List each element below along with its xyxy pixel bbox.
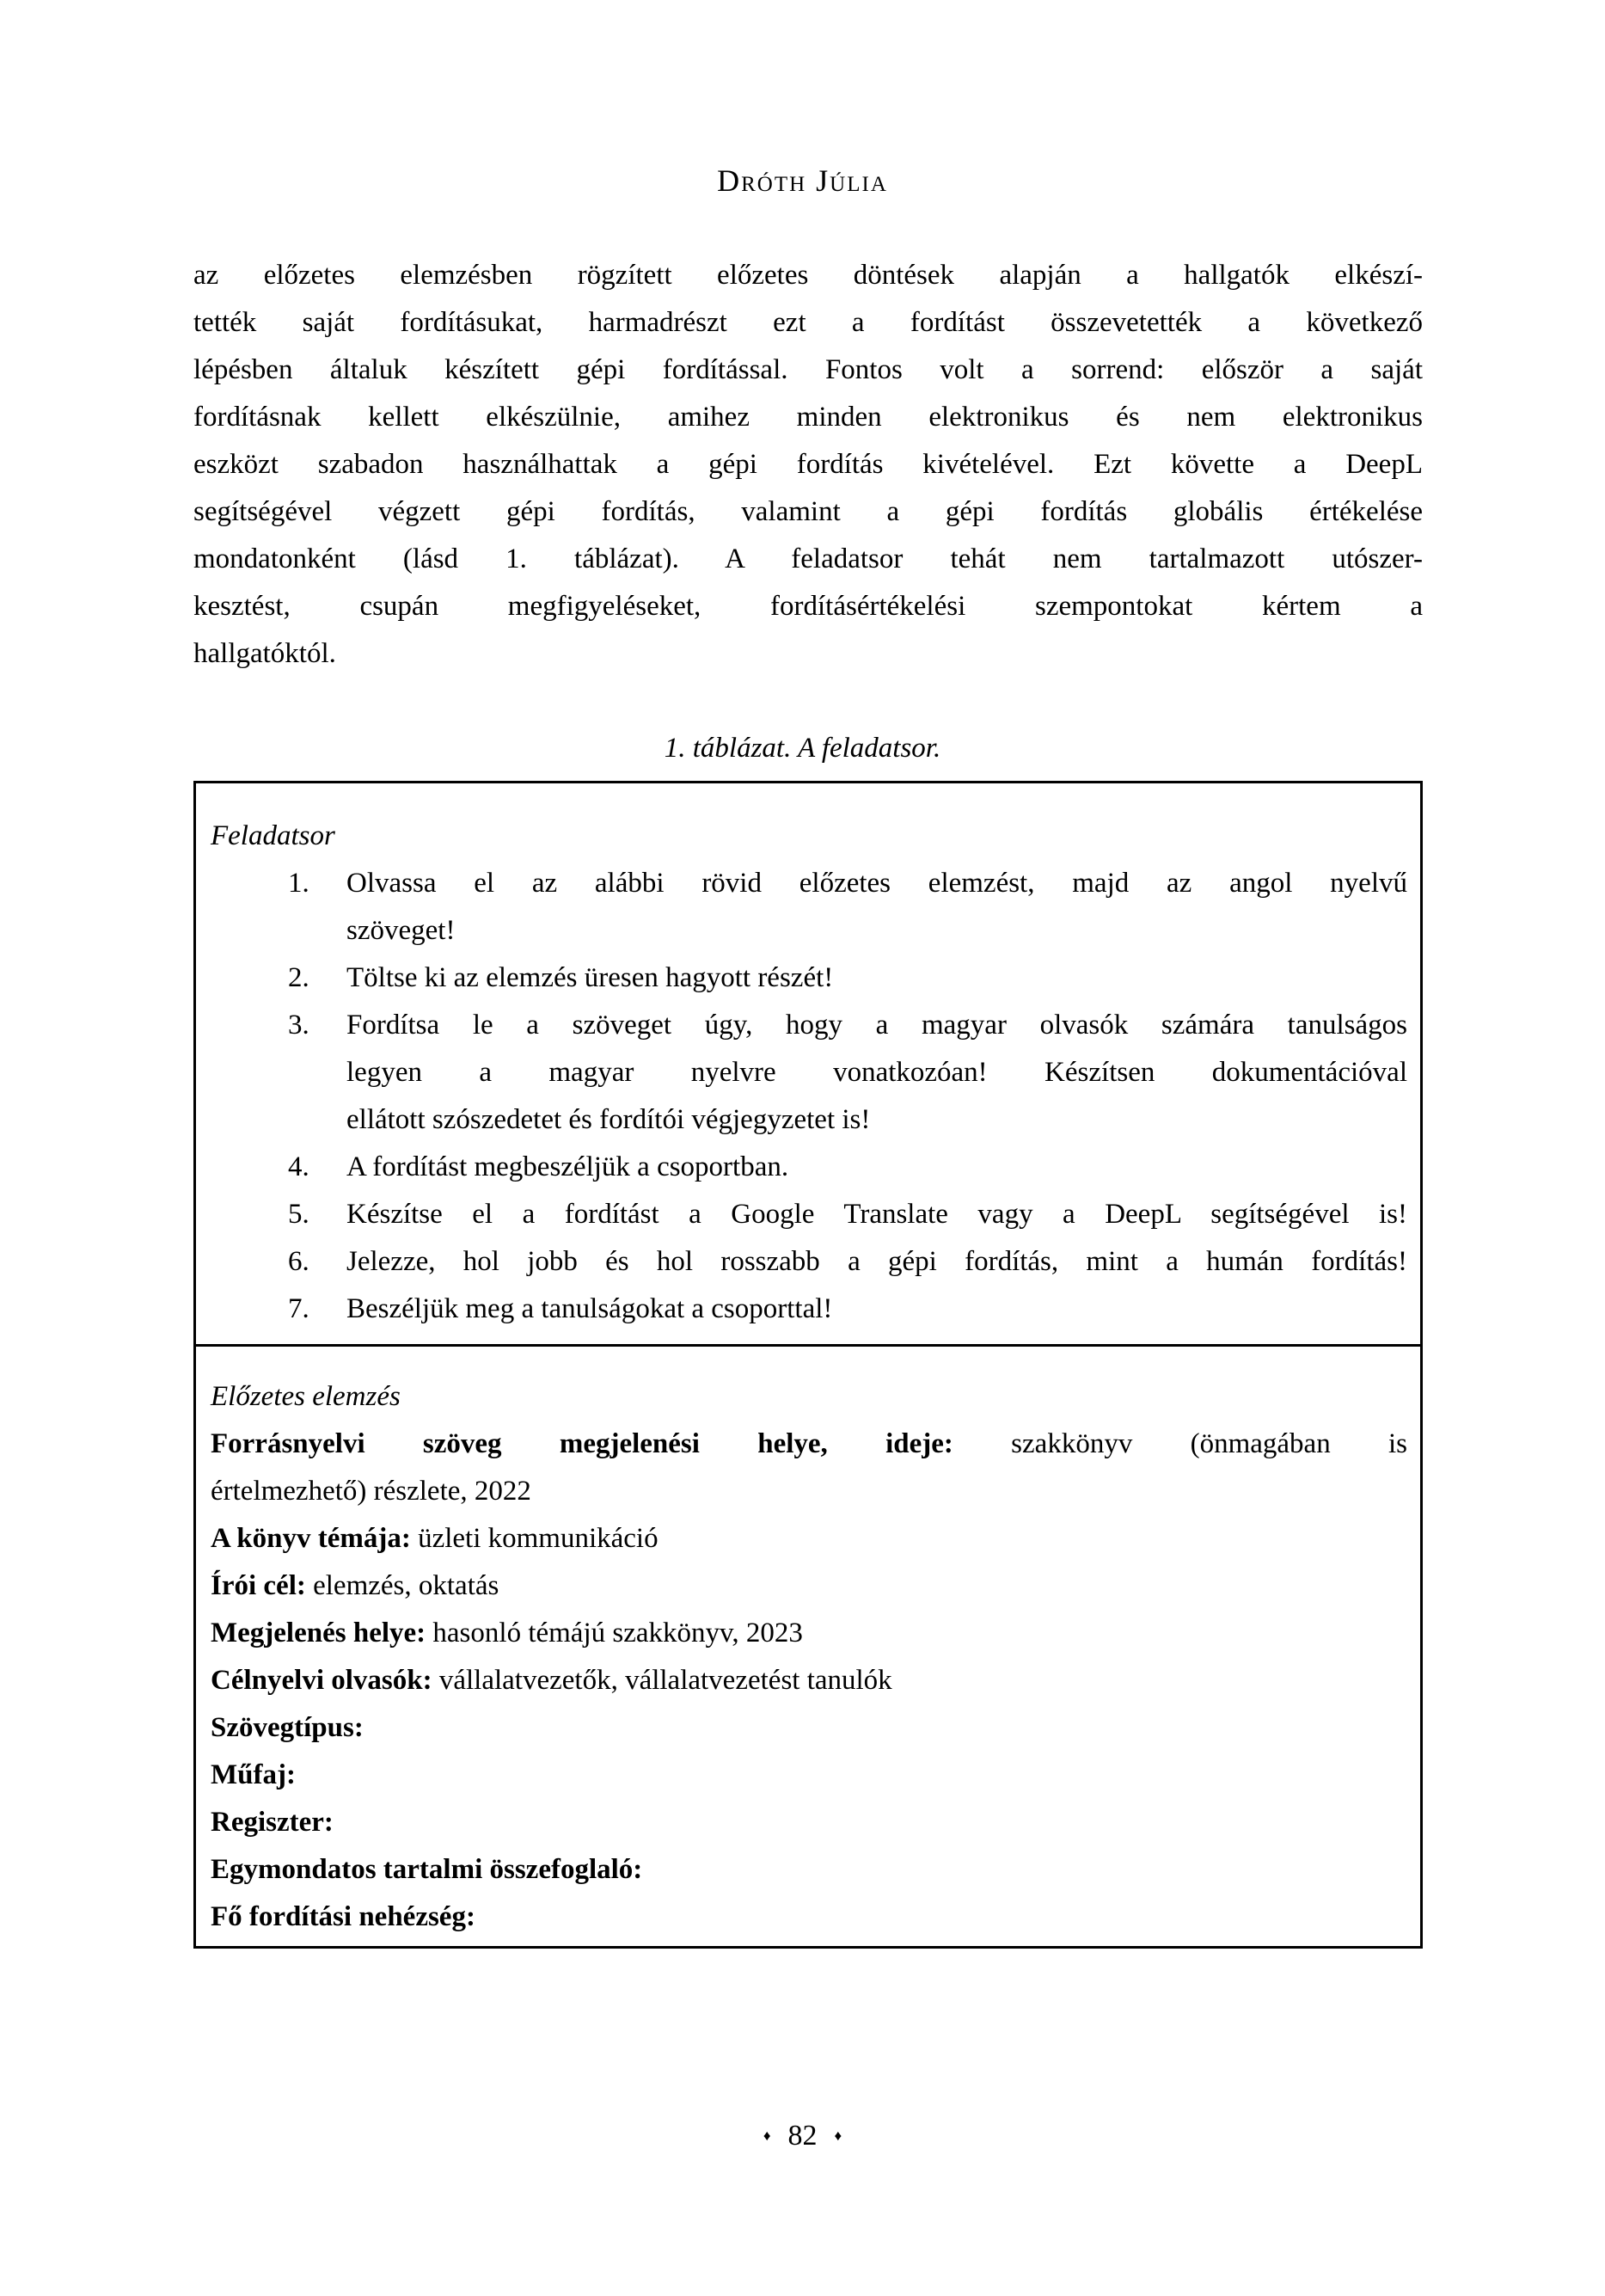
field-value: üzleti kommunikáció xyxy=(410,1523,659,1554)
paragraph-line: segítségével végzett gépi fordítás, valamint a gépi fordítás globális értékelése xyxy=(193,496,1423,527)
paragraph-line: hallgatóktól. xyxy=(193,638,336,669)
task-table xyxy=(193,781,1423,1949)
task-text-line: Olvassa el az alábbi rövid előzetes elemzést, majd az angol nyelvű xyxy=(346,868,1407,899)
page-number-value: 82 xyxy=(787,2120,818,2152)
task-item xyxy=(288,1238,1407,1286)
paragraph-line: fordításnak kellett elkészülnie, amihez minden elektronikus és nem elektronikus xyxy=(193,402,1423,433)
field-label: Regiszter: xyxy=(211,1807,334,1838)
analysis-field xyxy=(211,1752,1407,1799)
task-number: 3. xyxy=(288,1010,309,1041)
field-label: Forrásnyelvi szöveg megjelenési helye, ideje: xyxy=(211,1428,953,1459)
paragraph-line: kesztést, csupán megfigyeléseket, fordításértékelési szempontokat kértem a xyxy=(193,591,1423,622)
task-item xyxy=(288,860,1407,955)
task-number: 7. xyxy=(288,1293,309,1324)
task-number: 5. xyxy=(288,1199,309,1230)
field-label: Műfaj: xyxy=(211,1759,296,1790)
task-item xyxy=(288,955,1407,1002)
analysis-field xyxy=(211,1799,1407,1846)
analysis-field xyxy=(211,1657,1407,1704)
body-paragraph xyxy=(193,252,1423,678)
paragraph-line: mondatonként (lásd 1. táblázat). A feladatsor tehát nem tartalmazott utószer- xyxy=(193,543,1423,574)
analysis-field-continuation xyxy=(211,1468,1407,1515)
analysis-field xyxy=(211,1562,1407,1610)
field-value: elemzés, oktatás xyxy=(305,1570,499,1601)
task-item xyxy=(288,1002,1407,1144)
task-number: 1. xyxy=(288,868,309,899)
task-item xyxy=(288,1286,1407,1333)
field-label: Egymondatos tartalmi összefoglaló: xyxy=(211,1854,643,1885)
task-text-line: Beszéljük meg a tanulságokat a csoporttal! xyxy=(346,1293,833,1324)
task-text-line: ellátott szószedetet és fordítói végjegyzetet is! xyxy=(346,1104,871,1135)
analysis-field xyxy=(211,1846,1407,1894)
diamond-ornament-icon: ♦ xyxy=(763,2127,771,2144)
task-text-line: szöveget! xyxy=(346,915,456,946)
field-label: Fő fordítási nehézség: xyxy=(211,1901,475,1932)
task-text-line: Fordítsa le a szöveget úgy, hogy a magyar olvasók számára tanulságos xyxy=(346,1010,1407,1041)
analysis-section xyxy=(196,1344,1420,1941)
table-caption: 1. táblázat. A feladatsor. xyxy=(664,733,941,764)
paragraph-line: eszközt szabadon használhattak a gépi fordítás kivételével. Ezt követte a DeepL xyxy=(193,449,1423,480)
field-value: vállalatvezetők, vállalatvezetést tanulók xyxy=(432,1665,892,1696)
task-text-line: Jelezze, hol jobb és hol rosszabb a gépi fordítás, mint a humán fordítás! xyxy=(346,1246,1407,1277)
paragraph-line: az előzetes elemzésben rögzített előzetes döntések alapján a hallgatók elkészí- xyxy=(193,260,1423,291)
running-header-author: Dróth Júlia xyxy=(717,163,888,198)
analysis-field xyxy=(211,1515,1407,1562)
paragraph-line: lépésben általuk készített gépi fordítással. Fontos volt a sorrend: először a saját xyxy=(193,354,1423,385)
diamond-ornament-icon: ♦ xyxy=(834,2127,842,2144)
field-label: Célnyelvi olvasók: xyxy=(211,1665,432,1696)
field-label: Írói cél: xyxy=(211,1570,306,1601)
task-text-line: legyen a magyar nyelvre vonatkozóan! Készítsen dokumentációval xyxy=(346,1057,1407,1088)
analysis-section-title: Előzetes elemzés xyxy=(211,1381,401,1412)
page-number xyxy=(0,2117,1605,2155)
task-number: 6. xyxy=(288,1246,309,1277)
field-value: értelmezhető) részlete, 2022 xyxy=(211,1476,531,1507)
analysis-field xyxy=(211,1704,1407,1752)
analysis-field xyxy=(211,1610,1407,1657)
field-value: szakkönyv (önmagában is xyxy=(953,1428,1408,1459)
task-item xyxy=(288,1144,1407,1191)
tasks-section xyxy=(196,783,1420,1344)
field-label: Szövegtípus: xyxy=(211,1712,364,1743)
task-number: 2. xyxy=(288,962,309,993)
analysis-field xyxy=(211,1421,1407,1468)
task-text-line: Töltse ki az elemzés üresen hagyott részét! xyxy=(346,962,834,993)
analysis-field xyxy=(211,1894,1407,1941)
field-value: hasonló témájú szakkönyv, 2023 xyxy=(426,1618,803,1648)
paragraph-line: tették saját fordításukat, harmadrészt ezt a fordítást összevetették a következő xyxy=(193,307,1423,338)
task-item xyxy=(288,1191,1407,1238)
task-text-line: Készítse el a fordítást a Google Translate vagy a DeepL segítségével is! xyxy=(346,1199,1407,1230)
field-label: Megjelenés helye: xyxy=(211,1618,426,1648)
field-label: A könyv témája: xyxy=(211,1523,411,1554)
tasks-section-title: Feladatsor xyxy=(211,820,335,851)
task-number: 4. xyxy=(288,1151,309,1182)
task-text-line: A fordítást megbeszéljük a csoportban. xyxy=(346,1151,789,1182)
